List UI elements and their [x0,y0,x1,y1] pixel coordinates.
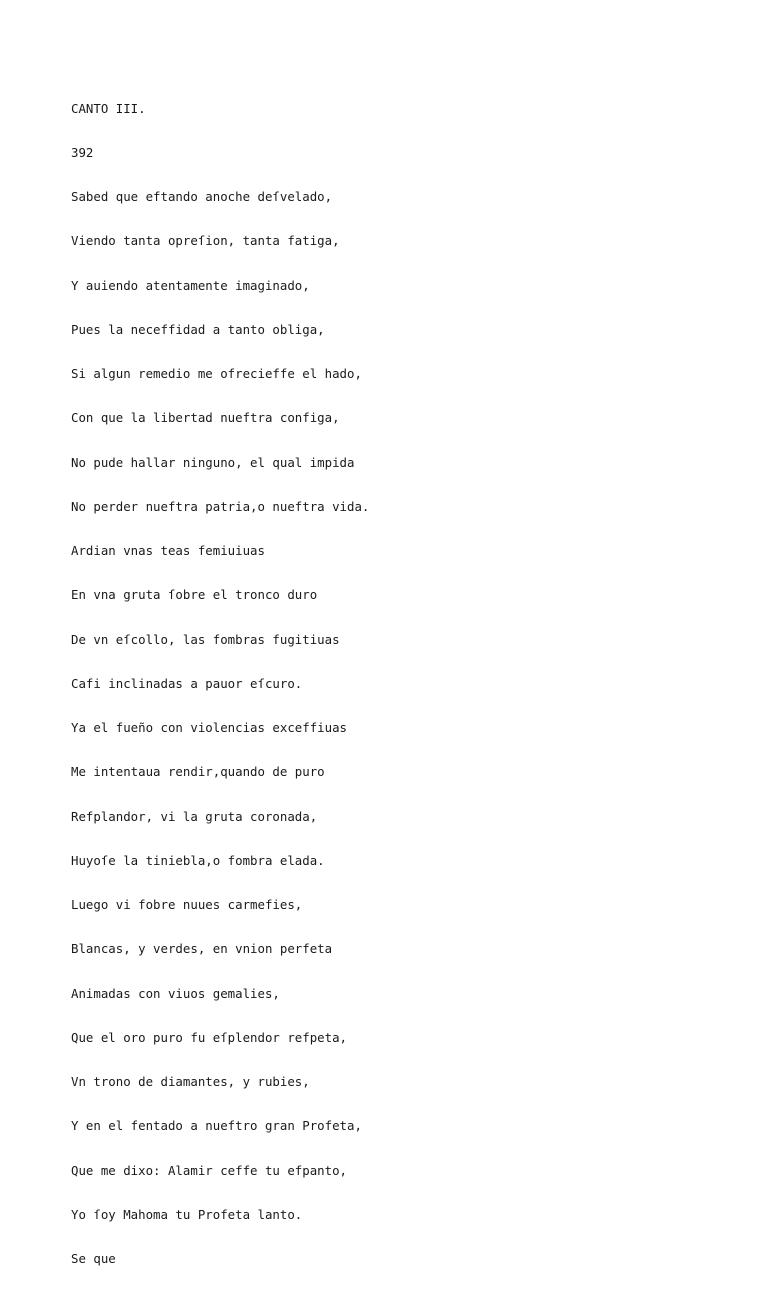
verse-line: Ya el fueño con violencias exceffiuas [71,720,348,735]
verse-line: De vn eſcollo, las fombras fugitiuas [71,631,340,647]
verse-line: Blancas, y verdes, en vnion perfeta [71,941,333,957]
verse-line: Se que [71,1251,116,1266]
verse-line: Pues la neceffidad a tanto obliga, [71,321,325,337]
verse-line: Viendo tanta opreſion, tanta fatiga, [71,233,340,249]
verse-line: Y en el fentado a nueftro gran Profeta, [71,1118,362,1134]
verse-line: Y auiendo atentamente imaginado, [71,277,310,293]
verse-line: Ardian vnas teas femiuiuas [71,543,265,558]
verse-line: Huyoſe la tiniebla,o fombra elada. [71,852,325,868]
verse-line: No perder nueftra patria,o nueftra vida. [71,498,370,514]
verse-line: Cafi inclinadas a pauor eſcuro. [71,675,303,691]
verse-line: Que me dixo: Alamir ceffe tu efpanto, [71,1162,348,1178]
verse-line: Luego vi fobre nuues carmefies, [71,897,303,912]
verse-line: Vn trono de diamantes, y rubies, [71,1074,310,1089]
verse-line: Que el oro puro fu eſplendor refpeta, [71,1029,348,1045]
verse-line: En vna gruta ſobre el tronco duro [71,587,318,603]
verse-line: Si algun remedio me ofrecieffe el hado, [71,366,362,381]
verse-line: Me intentaua rendir,quando de puro [71,764,325,780]
canto-heading: CANTO III. [71,100,146,116]
verse-line: Animadas con viuos gemalies, [71,985,280,1001]
verse-line: No pude hallar ninguno, el qual impida [71,454,355,470]
verse-line: Con que la libertad nueftra configa, [71,410,340,426]
page-number: 392 [71,144,94,160]
verse-line: Sabed que eftando anoche deſvelado, [71,189,333,204]
verse-line: Refplandor, vi la gruta coronada, [71,808,318,824]
poem-text-block [71,72,768,1296]
verse-line: Yo ſoy Mahoma tu Profeta lanto. [71,1206,303,1222]
